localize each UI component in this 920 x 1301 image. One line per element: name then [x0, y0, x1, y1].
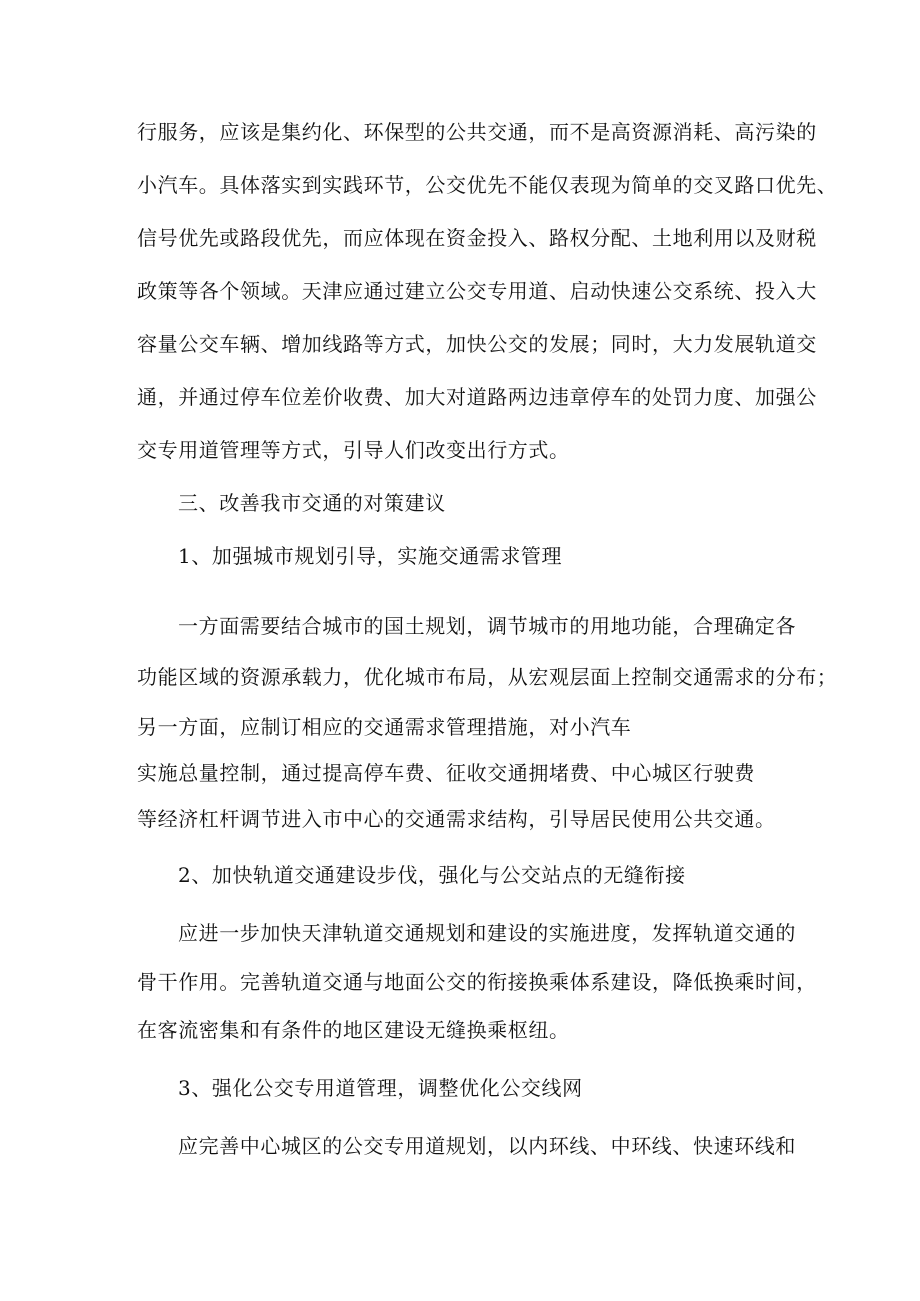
paragraph-line: 应进一步加快天津轨道交通规划和建设的实施进度，发挥轨道交通的 [178, 921, 796, 945]
paragraph-line: 在客流密集和有条件的地区建设无缝换乘枢纽。 [137, 1018, 570, 1042]
paragraph-line: 等经济杠杆调节进入市中心的交通需求结构，引导居民使用公共交通。 [137, 807, 776, 831]
paragraph-line: 功能区域的资源承载力，优化城市布局，从宏观层面上控制交通需求的分布； [137, 665, 838, 689]
paragraph-line: 行服务，应该是集约化、环保型的公共交通，而不是高资源消耗、高污染的 [137, 120, 817, 144]
paragraph-line: 一方面需要结合城市的国土规划，调节城市的用地功能，合理确定各 [178, 614, 796, 638]
paragraph-line: 小汽车。具体落实到实践环节，公交优先不能仅表现为简单的交叉路口优先、 [137, 173, 838, 197]
paragraph-line: 政策等各个领域。天津应通过建立公交专用道、启动快速公交系统、投入大 [137, 279, 817, 303]
paragraph-line: 应完善中心城区的公交专用道规划，以内环线、中环线、快速环线和 [178, 1134, 796, 1158]
paragraph-line: 骨干作用。完善轨道交通与地面公交的衔接换乘体系建设，降低换乘时间， [137, 970, 817, 994]
paragraph-line: 另一方面，应制订相应的交通需求管理措施，对小汽车 [137, 715, 632, 739]
section-heading: 三、改善我市交通的对策建议 [178, 491, 446, 515]
paragraph-line: 实施总量控制，通过提高停车费、征收交通拥堵费、中心城区行驶费 [137, 761, 755, 785]
paragraph-line: 信号优先或路段优先，而应体现在资金投入、路权分配、土地利用以及财税 [137, 226, 817, 250]
paragraph-line: 通，并通过停车位差价收费、加大对道路两边违章停车的处罚力度、加强公 [137, 385, 817, 409]
subsection-heading: 3、强化公交专用道管理，调整优化公交线网 [178, 1076, 583, 1100]
subsection-heading: 2、加快轨道交通建设步伐，强化与公交站点的无缝衔接 [178, 863, 686, 887]
paragraph-line: 容量公交车辆、增加线路等方式，加快公交的发展；同时，大力发展轨道交 [137, 332, 817, 356]
subsection-heading: 1、加强城市规划引导，实施交通需求管理 [178, 544, 563, 568]
paragraph-line: 交专用道管理等方式，引导人们改变出行方式。 [137, 438, 570, 462]
